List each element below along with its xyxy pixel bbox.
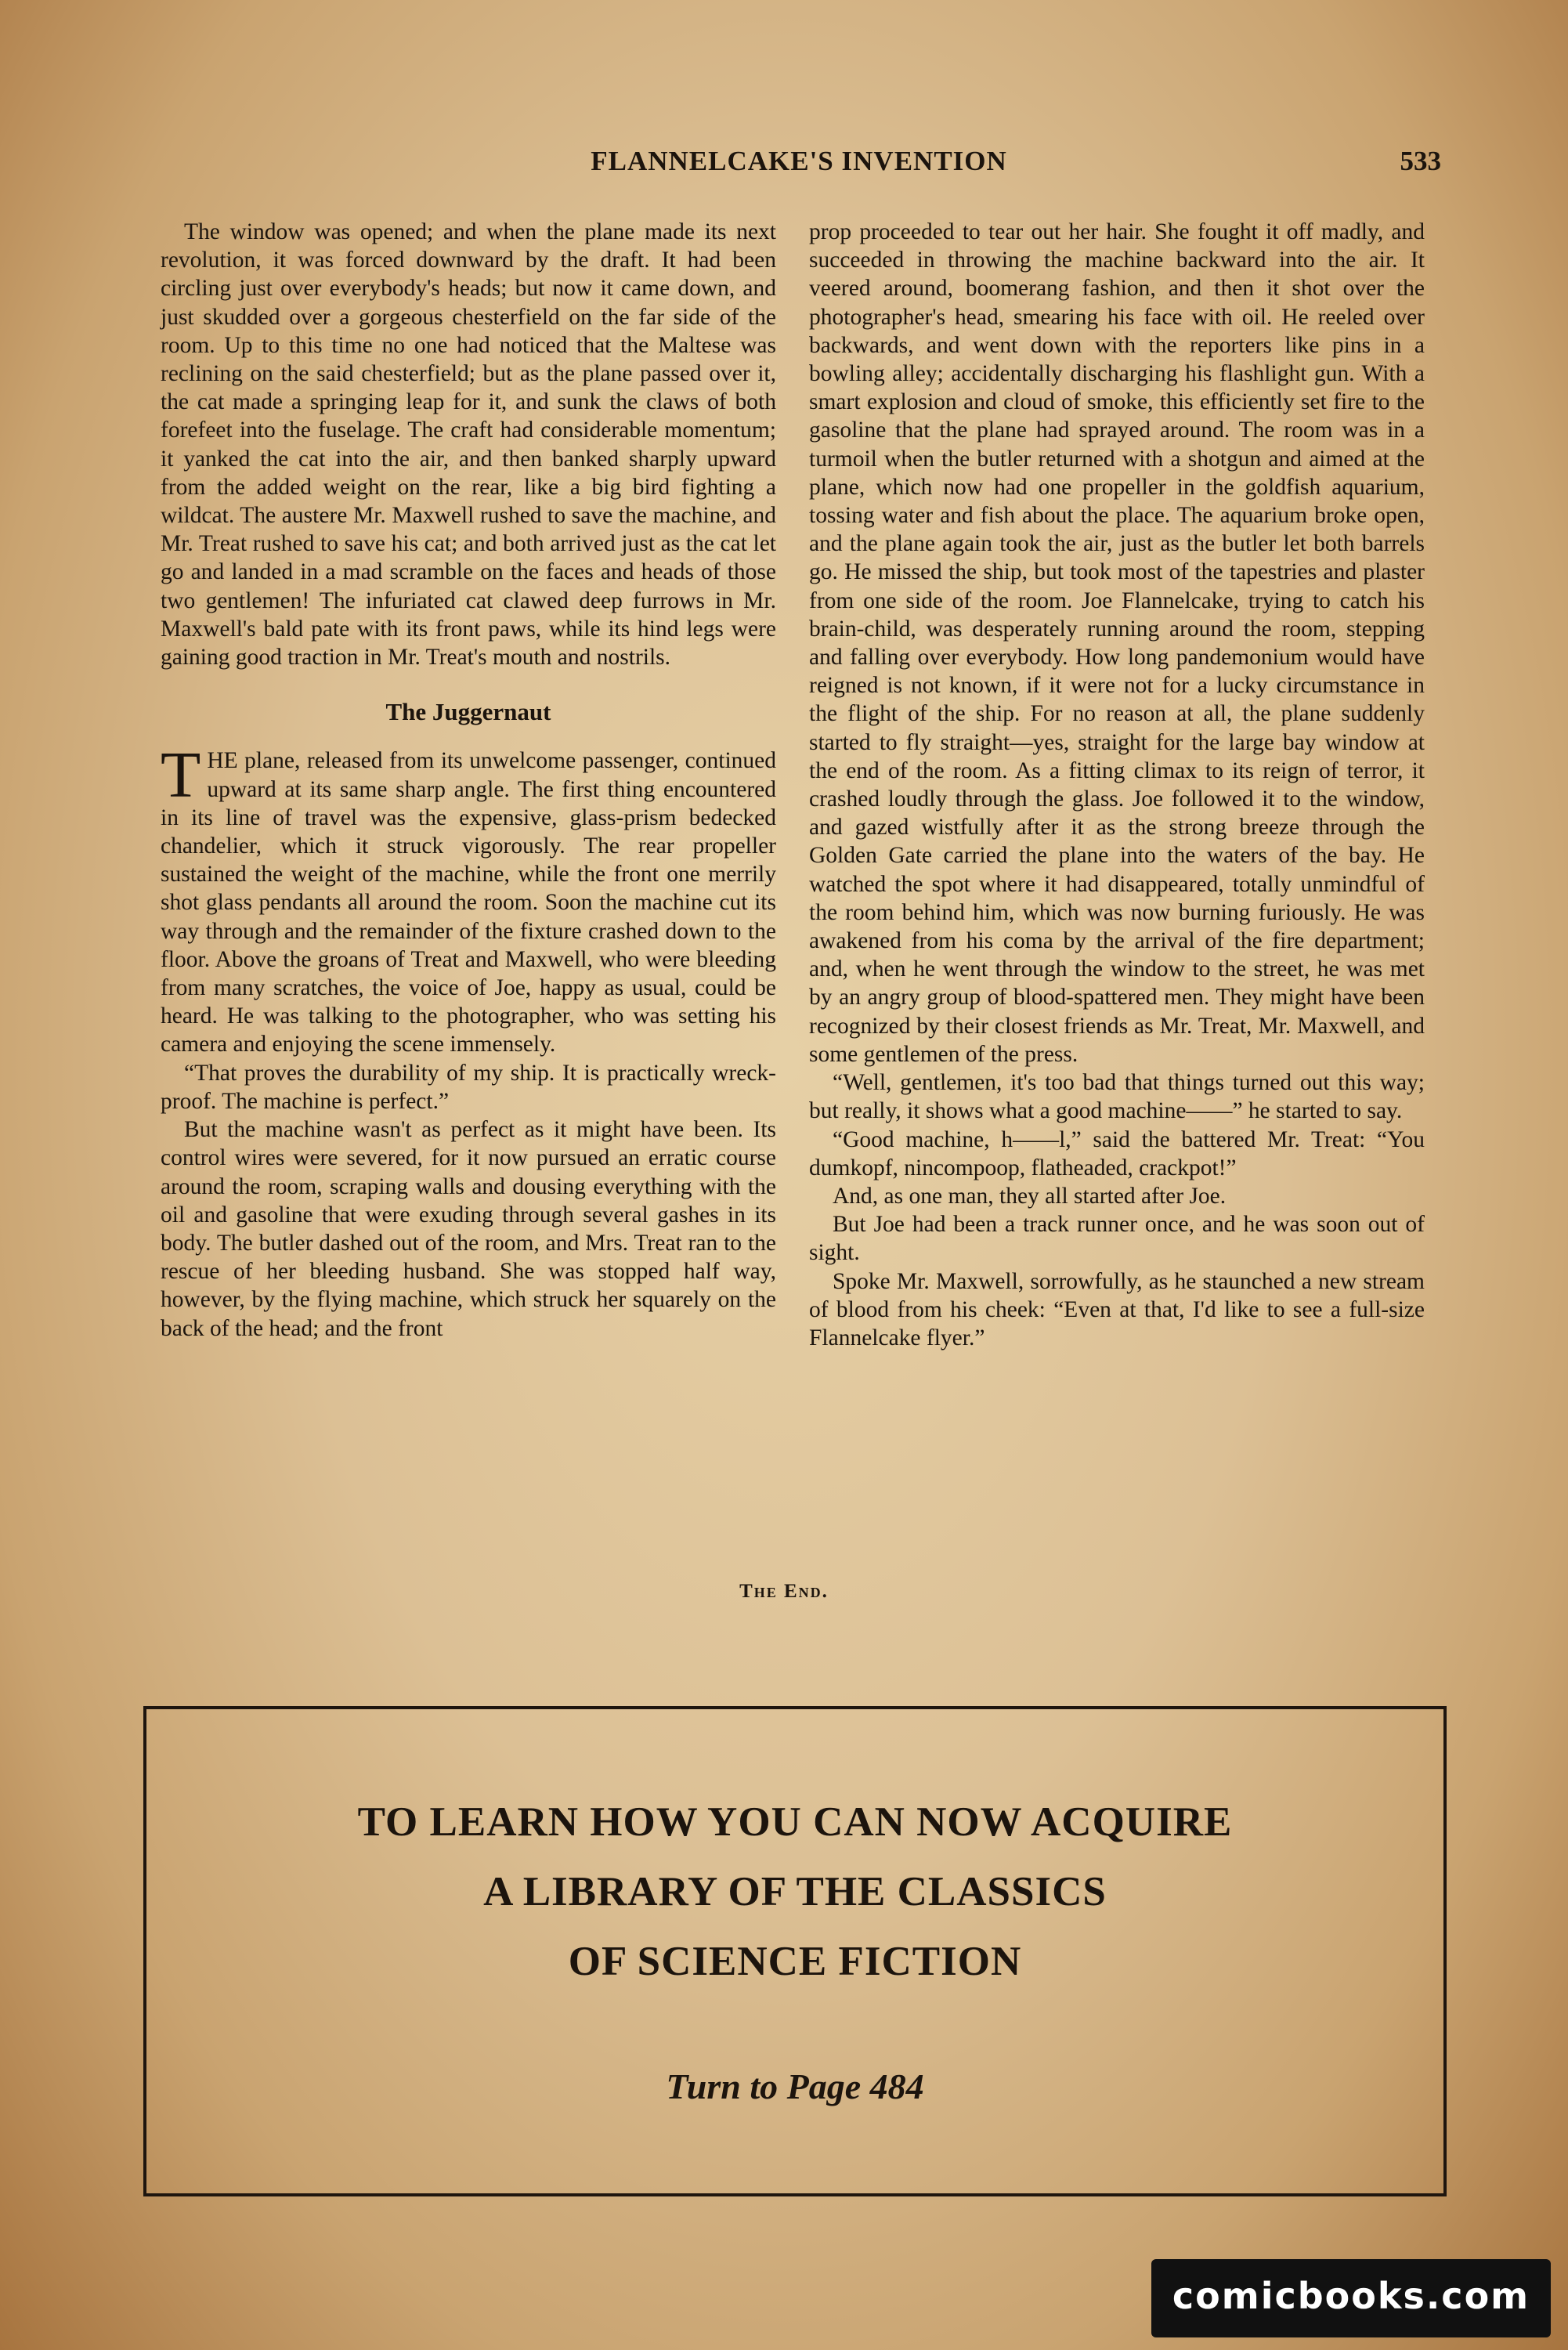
paragraph: “Well, gentlemen, it's too bad that things turned out this way; but really, it shows what a good machine——” he started to say. [809,1070,1425,1124]
ad-call-to-action: Turn to Page 484 [666,2066,924,2106]
paragraph: prop proceeded to tear out her hair. She fought it off madly, and succeeded in throwing the machine backward into the air. It veered around, boomerang fashion, and then it shot over the photographer's head, smearing his face with oil. He reeled over backwards, and went down with the reporters like pins in a bowling alley; accidentally discharging his flashlight gun. With a smart explosion and cloud of smoke, this efficiently set fire to the gasoline that the plane had sprayed around. The room was in a turmoil when the butler returned with a shotgun and aimed at the plane, which now had one propeller in the goldfish aquarium, tossing water and fish about the place. The aquarium broke open, and the plane again took the air, just as the butler let both barrels go. He missed the ship, but took most of the tapestries and plaster from one side of the room. Joe Flannelcake, trying to catch his brain-child, was desperately running around the room, stepping and falling over everybody. How long pandemonium would have reigned is not known, if it were not for a lucky circumstance in the flight of the ship. For no reason at all, the plane suddenly started to fly straight—yes, straight for the large bay window at the end of the room. As a fitting climax to its reign of terror, it crashed loudly through the glass. Joe followed it to the window, and gazed wistfully after it as the strong breeze through the Golden Gate carried the plane into the waters of the bay. He watched the spot where it had disappeared, totally unmindful of the room behind him, which was now burning furiously. He was awakened from his coma by the arrival of the fire department; and, when he went through the window to the street, he was met by an angry group of blood-spattered men. They might have been recognized by their closest friends as Mr. Treat, Mr. Maxwell, and some gentlemen of the press. [809,219,1425,1067]
paragraph: But Joe had been a track runner once, and he was soon out of sight. [809,1212,1425,1266]
section-heading: The Juggernaut [385,698,551,726]
advertisement-box [143,1706,1447,2196]
paragraph: But the machine wasn't as perfect as it might have been. Its control wires were severed, for it now pursued an erratic course around the room, scraping walls and dousing everything with the oil and gasoline that were exuding through several gashes in its body. The butler dashed out of the room, and Mrs. Treat ran to the rescue of her bleeding husband. She was stopped half way, however, by the flying machine, which struck her squarely on the back of the head; and the front [161,1117,776,1341]
ad-headline-line: TO LEARN HOW YOU CAN NOW ACQUIRE [357,1799,1233,1845]
paragraph: “Good machine, h——l,” said the battered Mr. Treat: “You dumkopf, nincompoop, flatheaded, crackpot!” [809,1126,1425,1180]
paragraph [161,739,776,1058]
paragraph: The window was opened; and when the plane made its next revolution, it was forced downward by the draft. It had been circling just over everybody's heads; but now it came down, and just skudded over a gorgeous chesterfield on the far side of the room. Up to this time no one had noticed that the Maltese was reclining on the said chesterfield; but as the plane passed over it, the cat made a springing leap for it, and sunk the claws of both forefeet into the fuselage. The craft had considerable momentum; it yanked the cat into the air, and then banked sharply upward from the added weight on the rear, like a big bird fighting a wildcat. The austere Mr. Maxwell rushed to save the machine, and Mr. Treat rushed to save his cat; and both arrived just as the cat let go and landed in a mad scramble on the faces and heads of those two gentlemen! The infuriated cat clawed deep furrows in Mr. Maxwell's bald pate with its front paws, while its hind legs were gaining good traction in Mr. Treat's mouth and nostrils. [161,219,776,671]
watermark-text: comicbooks.com [1172,2275,1530,2317]
drop-cap: T [161,739,201,812]
left-column [161,218,776,1343]
page-header [157,146,1441,193]
story-columns [161,218,1445,1565]
paragraph: “That proves the durability of my ship. It is practically wreck-proof. The machine is perfect.” [161,1060,776,1114]
ad-headline-line: A LIBRARY OF THE CLASSICS [483,1869,1107,1914]
paragraph: And, as one man, they all started after Joe. [833,1183,1227,1209]
page-number: 533 [1400,146,1441,176]
ad-headline-line: OF SCIENCE FICTION [568,1939,1022,1984]
watermark-logo [1151,2259,1551,2337]
paragraph-text: HE plane, released from its unwelcome passenger, continued upward at its same sharp angle. The first thing encountered in its line of travel was the expensive, glass-prism bedecked chandelier, which it struck vigorously. The rear propeller sustained the weight of the machine, while the front one merrily shot glass pendants all around the room. Soon the machine cut its way through and the remainder of the fixture crashed down to the floor. Above the groans of Treat and Maxwell, who were bleeding from many scratches, the voice of Joe, happy as usual, could be heard. He was talking to the photographer, who was setting his camera and enjoying the scene immensely. [161,748,776,1058]
running-title: FLANNELCAKE'S INVENTION [591,146,1007,176]
right-column [809,218,1425,1352]
the-end-marker: The End. [739,1581,829,1602]
paragraph: Spoke Mr. Maxwell, sorrowfully, as he staunched a new stream of blood from his cheek: “Even at that, I'd like to see a full-size Flannelcake flyer.” [809,1268,1425,1350]
